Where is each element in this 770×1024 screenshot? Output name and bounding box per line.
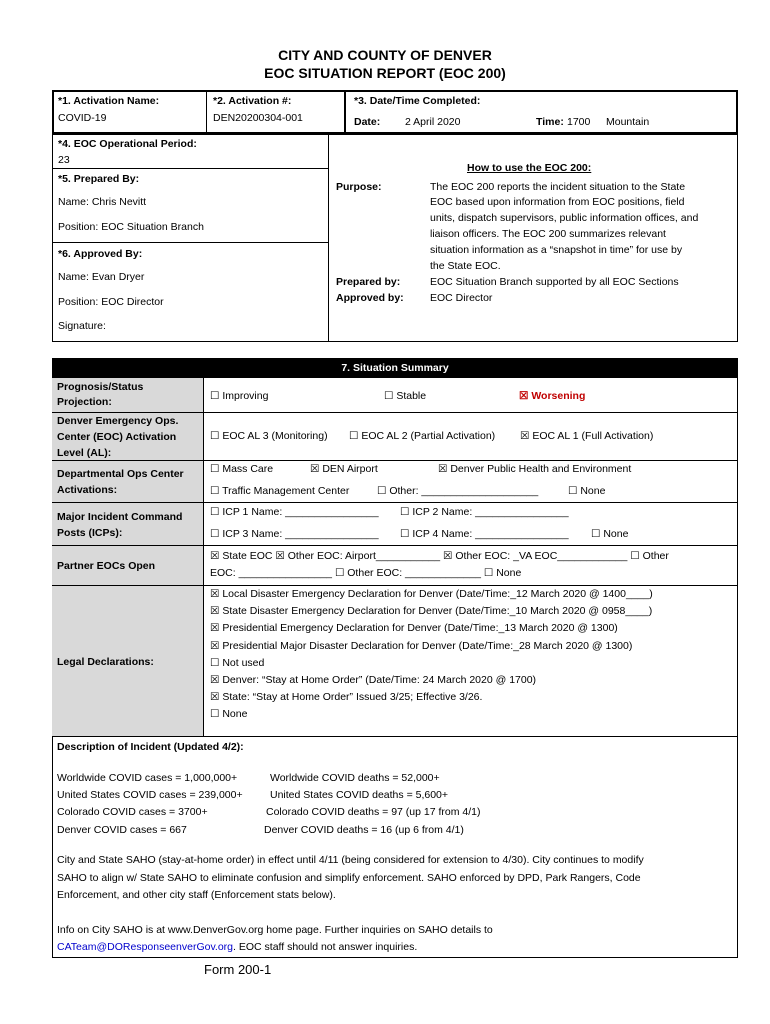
case-count: United States COVID cases = 239,000+: [57, 789, 243, 801]
howto-prepared-label: Prepared by:: [336, 276, 401, 288]
prepared-label: *5. Prepared By:: [58, 173, 140, 185]
activation-number-value: DEN20200304-001: [213, 112, 303, 124]
prepared-position: Position: EOC Situation Branch: [58, 221, 204, 233]
dept-other-checkbox[interactable]: ☐ Other: ____________________: [377, 485, 539, 497]
legal-declarations-label: Legal Declarations:: [57, 656, 154, 668]
report-title-line2: EOC SITUATION REPORT (EOC 200): [264, 65, 506, 81]
column-divider: [203, 378, 204, 736]
legal-item[interactable]: ☒ State Disaster Emergency Declaration for Denver (Date/Time:_10 March 2020 @ 0958____): [210, 605, 653, 617]
icp-none-checkbox[interactable]: ☐ None: [591, 528, 629, 540]
saho-paragraph-line: City and State SAHO (stay-at-home order) in effect until 4/11 (being considered for extension to 4/30). City continues to modify: [57, 854, 644, 866]
legal-item[interactable]: ☐ None: [210, 708, 248, 720]
al3-checkbox[interactable]: ☐ EOC AL 3 (Monitoring): [210, 430, 328, 442]
cateam-email-link[interactable]: CATeam@DOResponseenverGov.org: [57, 941, 234, 953]
icp-label: Major Incident Command Posts (ICPs):: [57, 511, 183, 539]
stable-checkbox[interactable]: ☐ Stable: [384, 390, 427, 402]
purpose-label: Purpose:: [336, 181, 382, 193]
legal-item[interactable]: ☒ State: “Stay at Home Order” Issued 3/25; Effective 3/26.: [210, 691, 483, 703]
row-divider: [52, 585, 738, 586]
den-airport-checkbox[interactable]: ☒ DEN Airport: [310, 463, 378, 475]
case-count: Denver COVID cases = 667: [57, 824, 187, 836]
dept-none-checkbox[interactable]: ☐ None: [568, 485, 606, 497]
legal-item[interactable]: ☒ Presidential Emergency Declaration for Denver (Date/Time:_13 March 2020 @ 1300): [210, 622, 618, 634]
death-count: Worldwide COVID deaths = 52,000+: [270, 772, 440, 784]
report-title-line1: CITY AND COUNTY OF DENVER: [278, 47, 492, 63]
al1-checkbox[interactable]: ☒ EOC AL 1 (Full Activation): [520, 430, 654, 442]
date-label: Date:: [354, 116, 381, 128]
icp2-checkbox[interactable]: ☐ ICP 2 Name: ________________: [400, 506, 569, 518]
purpose-line: units, dispatch supervisors, public information offices, and: [430, 212, 699, 224]
summary-heading: 7. Situation Summary: [52, 358, 738, 378]
prognosis-label: Prognosis/Status Projection:: [57, 381, 144, 408]
divider: [344, 90, 346, 134]
icp1-checkbox[interactable]: ☐ ICP 1 Name: ________________: [210, 506, 379, 518]
time-value: 1700: [567, 116, 591, 128]
approved-label: *6. Approved By:: [58, 248, 143, 260]
purpose-line: situation information as a “snapshot in time” for use by: [430, 244, 683, 256]
legal-item[interactable]: ☐ Not used: [210, 657, 265, 669]
datetime-label: *3. Date/Time Completed:: [354, 95, 481, 107]
time-label: Time:: [536, 116, 564, 128]
activation-name-value: COVID-19: [58, 112, 107, 124]
activation-name-label: *1. Activation Name:: [58, 95, 160, 107]
form-number: Form 200-1: [204, 962, 272, 977]
period-value: 23: [58, 154, 70, 166]
howto-heading: How to use the EOC 200:: [467, 162, 592, 174]
legal-item[interactable]: ☒ Presidential Major Disaster Declaration for Denver (Date/Time:_28 March 2020 @ 1300): [210, 640, 633, 652]
info-paragraph-line: Info on City SAHO is at www.DenverGov.org home page. Further inquiries on SAHO details to: [57, 924, 493, 936]
death-count: United States COVID deaths = 5,600+: [270, 789, 449, 801]
legal-item[interactable]: ☒ Denver: “Stay at Home Order” (Date/Time: 24 March 2020 @ 1700): [210, 674, 537, 686]
divider: [52, 242, 329, 243]
period-label: *4. EOC Operational Period:: [58, 138, 197, 150]
date-value: 2 April 2020: [405, 116, 461, 128]
purpose-line: EOC based upon information from EOC positions, field: [430, 196, 685, 208]
purpose-line: the State EOC.: [430, 260, 501, 272]
howto-prepared-value: EOC Situation Branch supported by all EOC Sections: [430, 276, 679, 288]
prepared-name: Name: Chris Nevitt: [58, 196, 147, 208]
howto-approved-label: Approved by:: [336, 292, 404, 304]
approved-position: Position: EOC Director: [58, 296, 164, 308]
period-block: [52, 134, 329, 342]
activation-number-label: *2. Activation #:: [213, 95, 292, 107]
signature-label: Signature:: [58, 320, 106, 332]
info-paragraph-line2: [57, 941, 417, 953]
row-divider: [52, 736, 738, 737]
death-count: Denver COVID deaths = 16 (up 6 from 4/1): [264, 824, 464, 836]
purpose-line: The EOC 200 reports the incident situation to the State: [430, 181, 686, 193]
divider: [206, 90, 207, 134]
case-count: Colorado COVID cases = 3700+: [57, 806, 208, 818]
howto-approved-value: EOC Director: [430, 292, 493, 304]
mass-care-checkbox[interactable]: ☐ Mass Care: [210, 463, 274, 475]
activation-level-label: Denver Emergency Ops. Center (EOC) Activation Level (AL):: [57, 415, 179, 459]
partner-eocs-label: Partner EOCs Open: [57, 560, 156, 572]
improving-checkbox[interactable]: ☐ Improving: [210, 390, 269, 402]
partner-eocs-line2[interactable]: EOC: ________________ ☐ Other EOC: _____________ ☐ None: [210, 567, 522, 579]
partner-eocs-line1[interactable]: ☒ State EOC ☒ Other EOC: Airport___________ ☒ Other EOC: _VA EOC____________ ☐ Other: [210, 550, 669, 562]
icp3-checkbox[interactable]: ☐ ICP 3 Name: ________________: [210, 528, 379, 540]
approved-name: Name: Evan Dryer: [58, 271, 145, 283]
icp4-checkbox[interactable]: ☐ ICP 4 Name: ________________: [400, 528, 569, 540]
timezone: Mountain: [606, 116, 650, 128]
worsening-checkbox[interactable]: ☒ Worsening: [519, 390, 586, 402]
saho-paragraph-line: Enforcement, and other city staff (Enforcement stats below).: [57, 889, 336, 901]
divider: [52, 168, 329, 169]
description-label: Description of Incident (Updated 4/2):: [57, 741, 244, 753]
traffic-checkbox[interactable]: ☐ Traffic Management Center: [210, 485, 350, 497]
departmental-label: Departmental Ops Center Activations:: [57, 468, 184, 496]
row-divider: [52, 502, 738, 503]
legal-item[interactable]: ☒ Local Disaster Emergency Declaration for Denver (Date/Time:_12 March 2020 @ 1400____): [210, 588, 653, 600]
death-count: Colorado COVID deaths = 97 (up 17 from 4/1): [266, 806, 481, 818]
case-count: Worldwide COVID cases = 1,000,000+: [57, 772, 238, 784]
row-divider: [52, 545, 738, 546]
purpose-line: liaison officers. The EOC 200 summarizes relevant: [430, 228, 666, 240]
public-health-checkbox[interactable]: ☒ Denver Public Health and Environment: [438, 463, 632, 475]
saho-paragraph-line: SAHO to align w/ State SAHO to eliminate confusion and simplify enforcement. SAHO enforced by DPD, Park Rangers, Code: [57, 872, 641, 884]
info-paragraph-rest: . EOC staff should not answer inquiries.: [233, 941, 418, 953]
al2-checkbox[interactable]: ☐ EOC AL 2 (Partial Activation): [349, 430, 496, 442]
